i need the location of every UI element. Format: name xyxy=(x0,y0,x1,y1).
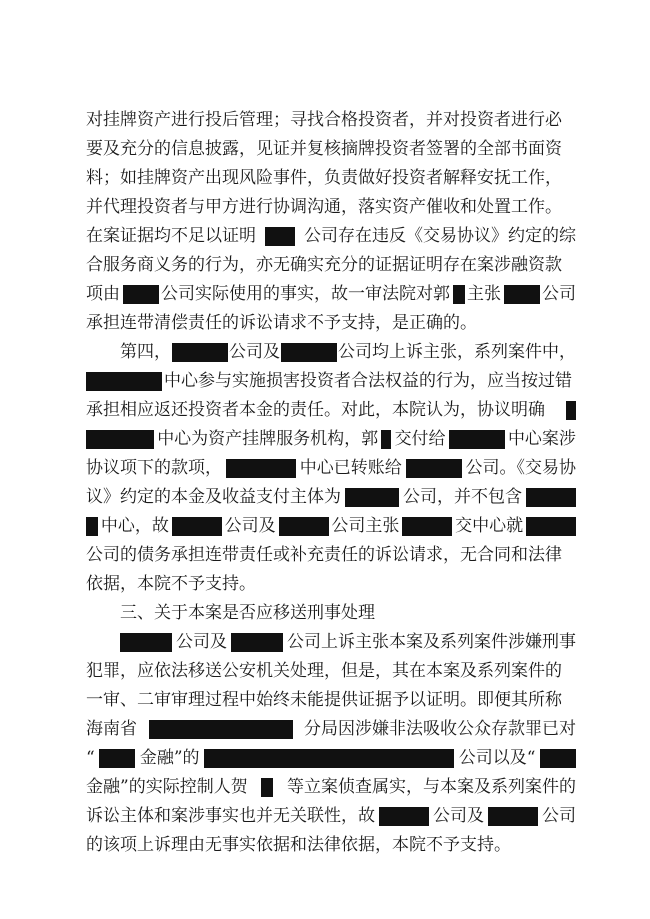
text-line: “ 金融”的 公司以及“ xyxy=(86,746,576,770)
redaction-block xyxy=(453,285,465,304)
redaction-block xyxy=(86,517,98,536)
redaction-block xyxy=(172,343,228,362)
text-line: 承担连带清偿责任的诉讼请求不予支持，是正确的。 xyxy=(86,313,477,333)
redaction-block xyxy=(281,343,337,362)
redaction-block xyxy=(406,459,462,478)
text-line: 中心参与实施损害投资者合法权益的行为，应当按过错 xyxy=(86,369,576,393)
text-line: 料；如挂牌资产出现风险事件，负责做好投资者解释安抚工作， xyxy=(86,168,562,188)
redaction-block xyxy=(488,807,538,826)
redaction-block xyxy=(226,459,296,478)
text-line: 项由 公司实际使用的事实，故一审法院对郭 主张 公司 xyxy=(86,284,576,304)
redaction-block xyxy=(204,749,454,768)
text-line: 议》约定的本金及收益支付主体为 公司，并不包含 xyxy=(86,485,576,509)
text-line: 一审、二审审理过程中始终未能提供证据予以证明。即便其所称 xyxy=(86,690,562,710)
redaction-block xyxy=(123,285,159,304)
text-line: 并代理投资者与甲方进行协调沟通，落实资产催收和处置工作。 xyxy=(86,197,562,217)
text-line: 犯罪，应依法移送公安机关处理，但是，其在本案及系列案件的 xyxy=(86,661,562,681)
text-line: 的该项上诉理由无事实依据和法律依据，本院不予支持。 xyxy=(86,835,511,855)
text-line: 金融”的实际控制人贺 等立案侦查属实，与本案及系列案件的 xyxy=(86,777,576,797)
text-line: 要及充分的信息披露，见证并复核摘牌投资者签署的全部书面资 xyxy=(86,139,562,159)
text-line: 诉讼主体和案涉事实也并无关联性，故 公司及 公司 xyxy=(86,806,576,826)
redaction-block xyxy=(540,749,576,768)
redaction-block xyxy=(265,227,295,246)
redaction-block xyxy=(261,778,273,797)
redaction-block xyxy=(379,807,429,826)
text-line: 对挂牌资产进行投后管理；寻找合格投资者，并对投资者进行必 xyxy=(86,110,562,130)
redaction-block xyxy=(526,488,576,507)
redaction-block xyxy=(231,633,283,652)
redaction-block xyxy=(149,720,293,739)
text-line: 依据，本院不予支持。 xyxy=(86,574,256,594)
redaction-block xyxy=(345,488,399,507)
text-line: 中心，故 公司及 公司主张 交中心就 xyxy=(86,514,576,538)
text-line: 中心为资产挂牌服务机构，郭 交付给 中心案涉 xyxy=(86,427,576,451)
redaction-block xyxy=(566,401,576,420)
redaction-block xyxy=(449,430,505,449)
redaction-block xyxy=(99,749,135,768)
redaction-block xyxy=(86,372,162,391)
redaction-block xyxy=(381,430,391,449)
text-line: 承担相应返还投资者本金的责任。对此，本院认为，协议明确 xyxy=(86,398,576,422)
text-line: 在案证据均不足以证明 公司存在违反《交易协议》约定的综 xyxy=(86,226,576,246)
text-line: 合服务商义务的行为，亦无确实充分的证据证明存在案涉融资款 xyxy=(86,255,562,275)
redaction-block xyxy=(172,517,222,536)
text-line: 协议项下的款项， 中心已转账给 公司。《交易协 xyxy=(86,458,576,478)
section-heading: 三、关于本案是否应移送刑事处理 xyxy=(120,603,375,623)
text-line: 海南省 分局因涉嫌非法吸收公众存款罪已对 xyxy=(86,719,576,739)
text-line: 第四， 公司及 公司均上诉主张，系列案件中， xyxy=(120,342,576,362)
text-line: 公司的债务承担连带责任或补充责任的诉讼请求，无合同和法律 xyxy=(86,545,562,565)
text-line: 公司及 公司上诉主张本案及系列案件涉嫌刑事 xyxy=(120,630,576,654)
redaction-block xyxy=(526,517,576,536)
redaction-block xyxy=(86,430,154,449)
redaction-block xyxy=(120,633,172,652)
redaction-block xyxy=(279,517,329,536)
redaction-block xyxy=(402,517,452,536)
redaction-block xyxy=(504,285,540,304)
